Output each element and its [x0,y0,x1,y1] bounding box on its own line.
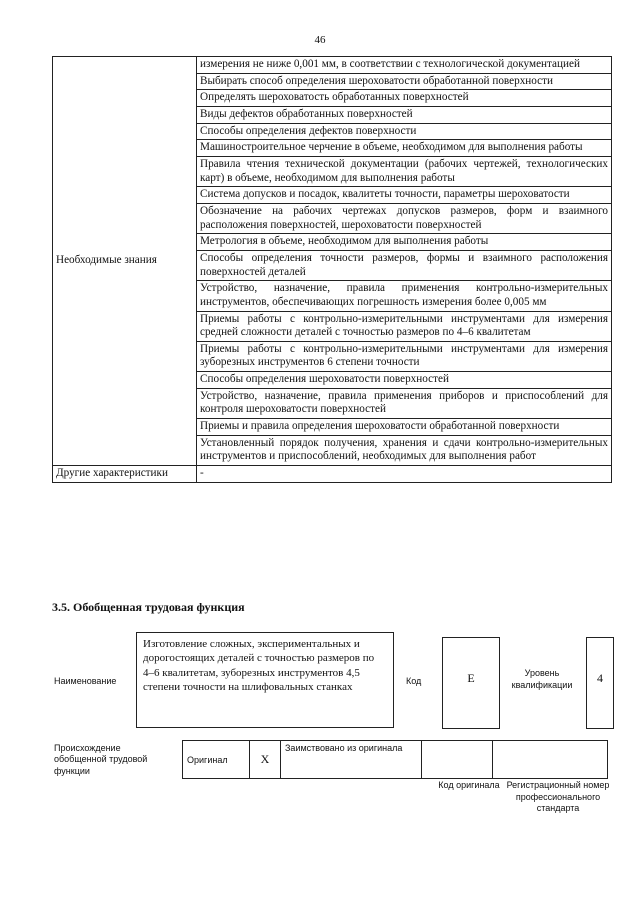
label-knowledge: Необходимые знания [53,57,197,466]
knowledge-item: Устройство, назначение, правила применения приборов и приспособлений для контроля шероховатости поверхностей [197,388,612,418]
origin-label: Происхождение обобщенной трудовой функции [54,743,148,776]
knowledge-item: Обозначение на рабочих чертежах допусков размеров, форм и взаимного расположения поверхностей, шероховатости поверхностей [197,203,612,233]
knowledge-item: Машиностроительное черчение в объеме, необходимом для выполнения работы [197,140,612,157]
knowledge-item: Приемы работы с контрольно-измерительными инструментами для измерения зуборезных инструментов 6 степени точности [197,341,612,371]
borrowed-label: Заимствовано из оригинала [281,741,422,779]
section-title: 3.5. Обобщенная трудовая функция [52,600,245,614]
level-value-box [586,637,614,729]
knowledge-item: Способы определения дефектов поверхности [197,123,612,140]
knowledge-item: Определять шероховатость обработанных поверхностей [197,90,612,107]
code-value-box [442,637,500,729]
reg-number-caption: Регистрационный номер профессионального стандарта [506,780,610,814]
knowledge-item: Выбирать способ определения шероховатости обработанной поверхности [197,73,612,90]
knowledge-item: Правила чтения технической документации (рабочих чертежей, технологических карт) в объеме, необходимом для выполнения работы [197,156,612,186]
name-value-box [136,632,394,728]
table-row [53,57,612,74]
knowledge-item: Способы определения шероховатости поверхностей [197,372,612,389]
knowledge-item: Приемы работы с контрольно-измерительными инструментами для измерения средней сложности деталей с точностью размеров по 4–6 квалитетам [197,311,612,341]
level-label: Уровень квалификации [511,668,573,690]
knowledge-item: Система допусков и посадок, квалитеты точности, параметры шероховатости [197,187,612,204]
knowledge-item: Метрология в объеме, необходимом для выполнения работы [197,234,612,251]
code-value: E [467,671,475,685]
other-value: - [197,466,612,483]
name-value: Изготовление сложных, экспериментальных и дорогостоящих деталей с точностью размеров по 4–6 квалитетам, зуборезных инструментов 4,5 степени точности на шлифовальных станках [143,638,375,693]
code-label: Код [406,676,422,686]
knowledge-item: Устройство, назначение, правила применения контрольно-измерительных инструментов, обеспечивающих погрешность измерения более 0,005 мм [197,281,612,311]
knowledge-item: Установленный порядок получения, хранения и сдачи контрольно-измерительных инструментов и приспособлений, необходимых для выполнения работ [197,435,612,465]
level-value: 4 [597,671,603,685]
page-number: 46 [314,34,326,46]
origin-table [182,740,608,779]
orig-code-cell [422,741,493,779]
knowledge-table [52,56,612,483]
name-label: Наименование [54,676,117,686]
original-mark: X [250,741,281,779]
knowledge-item: Способы определения точности размеров, формы и взаимного расположения поверхностей деталей [197,250,612,280]
table-row [53,466,612,483]
knowledge-item: измерения не ниже 0,001 мм, в соответствии с технологической документацией [197,57,612,74]
original-label: Оригинал [183,741,250,779]
label-other: Другие характеристики [53,466,197,483]
reg-number-cell [493,741,608,779]
orig-code-caption: Код оригинала [438,780,500,790]
knowledge-item: Виды дефектов обработанных поверхностей [197,106,612,123]
knowledge-item: Приемы и правила определения шероховатости обработанной поверхности [197,419,612,436]
